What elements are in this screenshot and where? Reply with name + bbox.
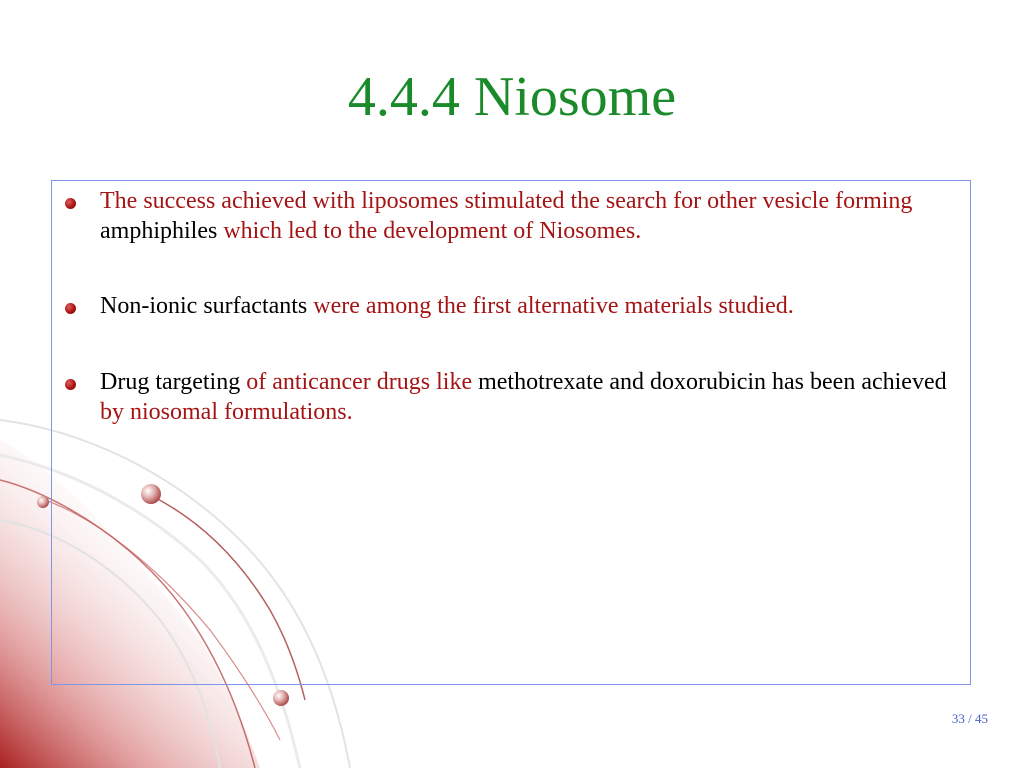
bullet-segment: of anticancer drugs like <box>246 369 479 395</box>
bullet-segment: methotrexate and doxorubicin has been achieved <box>478 369 947 395</box>
bullet-segment: by niosomal formulations. <box>100 399 353 425</box>
bullet-segment: were among the first alternative materials studied. <box>313 293 794 319</box>
slide-title: 4.4.4 Niosome <box>347 66 677 128</box>
page-number: 33 / 45 <box>951 711 988 726</box>
bullet-segment: Non-ionic surfactants <box>100 293 314 319</box>
bullet-segment: which led to the development of Niosomes. <box>223 218 642 244</box>
bullet-text <box>100 367 970 427</box>
bullet-icon <box>65 379 76 390</box>
bullet-icon <box>65 303 76 314</box>
bullet-text <box>100 291 970 321</box>
bullet-text <box>100 186 970 246</box>
bullet-segment: The success achieved with liposomes stimulated the search for other vesicle forming <box>100 188 913 214</box>
bullet-segment: amphiphiles <box>100 218 224 244</box>
bullet-segment: Drug targeting <box>100 369 247 395</box>
bullet-icon <box>65 198 76 209</box>
content-box <box>51 180 971 685</box>
